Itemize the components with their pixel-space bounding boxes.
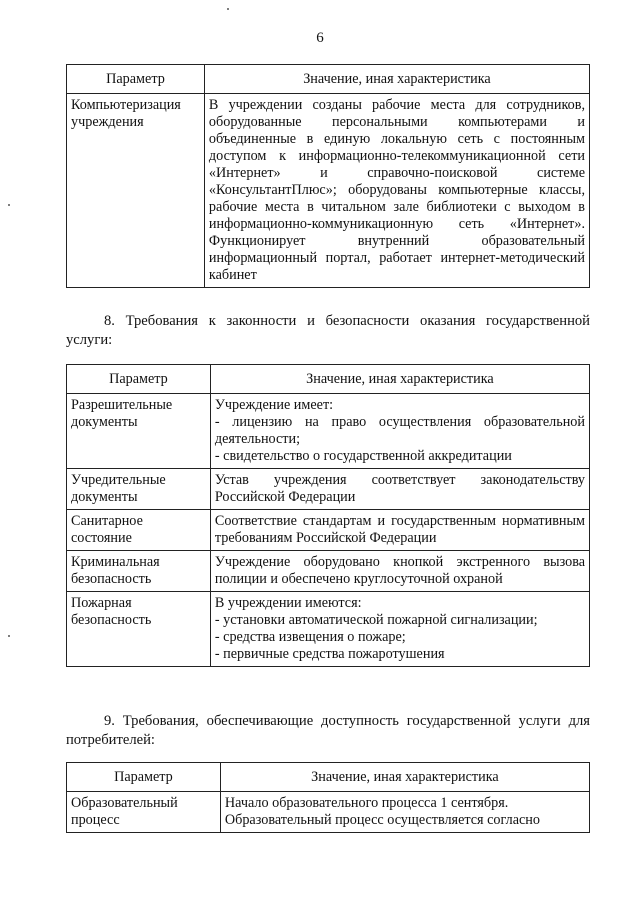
table-row [67, 94, 590, 288]
param-cell: Пожарная безопасность [67, 592, 211, 667]
table-header-row [67, 65, 590, 94]
column-header-value: Значение, иная характеристика [210, 365, 589, 394]
param-cell: Компьютеризация учреждения [67, 94, 205, 288]
column-header-value: Значение, иная характеристика [220, 763, 589, 792]
value-line: - средства извещения о пожаре; [214, 629, 406, 645]
table-accessibility [66, 762, 590, 833]
scan-mark [227, 8, 229, 10]
param-cell: Образовательный процесс [67, 792, 221, 833]
table-row [67, 551, 590, 592]
value-cell [210, 394, 589, 469]
column-header-param: Параметр [67, 65, 205, 94]
scan-mark [8, 635, 10, 637]
table-computerization [66, 64, 590, 288]
value-line: - свидетельство о государственной аккредитации [214, 448, 512, 464]
value-cell: В учреждении созданы рабочие места для сотрудников, оборудованные персональными компьютерами и объединенные в единую локальную сеть с постоянным доступом к информационно-телекоммуникационной сети «Интернет» и справочно-поисковой системе «КонсультантПлюс»; оборудованы компьютерные классы, рабочие места в читальном зале библиотеки с выходом в информационно-коммуникационную сеть «Интернет». Функционирует внутренний образовательный информационный портал, работает интернет-методический кабинет [204, 94, 589, 288]
value-line: Учреждение имеет: [214, 397, 334, 413]
value-cell [220, 792, 589, 833]
table-row [67, 394, 590, 469]
section-8-heading: 8. Требования к законности и безопасности оказания государственной услуги: [66, 313, 590, 348]
value-cell: Учреждение оборудовано кнопкой экстренного вызова полиции и обеспечено круглосуточной охраной [210, 551, 589, 592]
value-cell: Соответствие стандартам и государственным нормативным требованиям Российской Федерации [210, 510, 589, 551]
column-header-param: Параметр [67, 365, 211, 394]
table-header-row [67, 763, 590, 792]
page-number: 6 [316, 30, 324, 46]
table-row [67, 792, 590, 833]
table-row [67, 469, 590, 510]
param-cell: Разрешительные документы [67, 394, 211, 469]
value-line: В учреждении имеются: [214, 595, 362, 611]
table-row [67, 510, 590, 551]
table-row [67, 592, 590, 667]
table-legality-safety [66, 364, 590, 667]
param-cell: Санитарное состояние [67, 510, 211, 551]
column-header-param: Параметр [67, 763, 221, 792]
value-line: - установки автоматической пожарной сигнализации; [214, 612, 538, 628]
param-cell: Учредительные документы [67, 469, 211, 510]
value-line: - первичные средства пожаротушения [214, 646, 445, 662]
table-header-row [67, 365, 590, 394]
column-header-value: Значение, иная характеристика [204, 65, 589, 94]
value-line: Образовательный процесс осуществляется согласно [224, 812, 540, 828]
value-cell [210, 592, 589, 667]
param-cell: Криминальная безопасность [67, 551, 211, 592]
value-line: Начало образовательного процесса 1 сентября. [224, 795, 509, 811]
value-line: - лицензию на право осуществления образовательной деятельности; [214, 414, 585, 447]
scan-mark [8, 204, 10, 206]
value-cell: Устав учреждения соответствует законодательству Российской Федерации [210, 469, 589, 510]
section-9-heading: 9. Требования, обеспечивающие доступность государственной услуги для потребителей: [66, 713, 590, 748]
